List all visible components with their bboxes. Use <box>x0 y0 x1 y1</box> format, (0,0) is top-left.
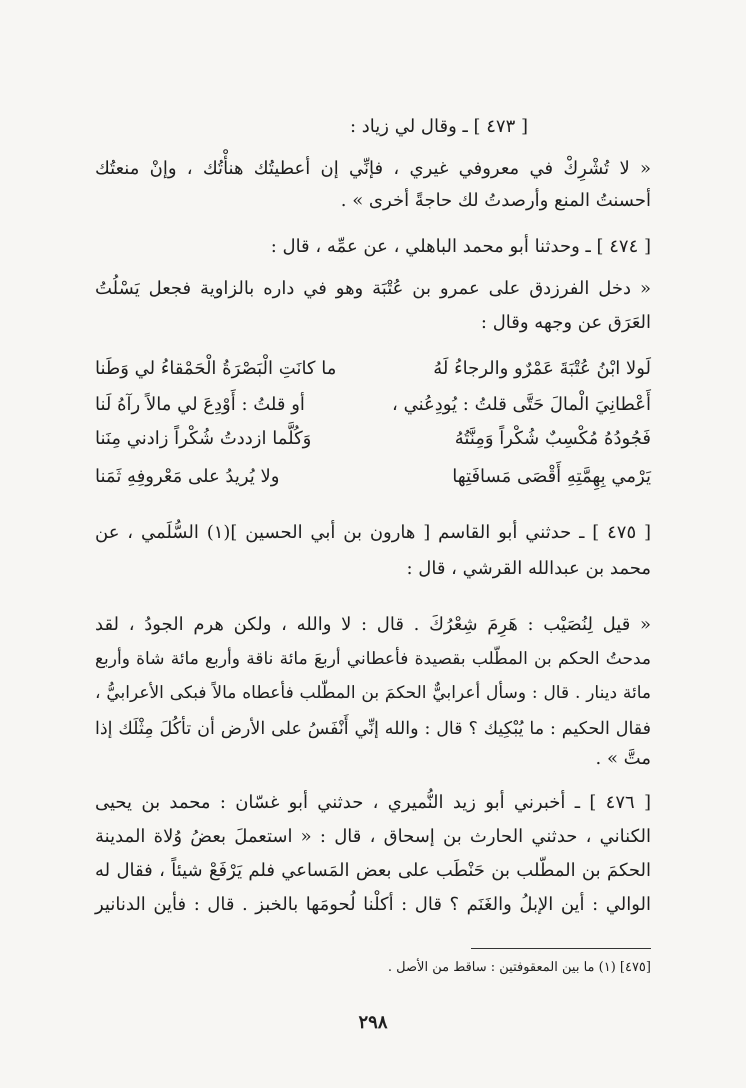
page-number: ٢٩٨ <box>358 1012 388 1033</box>
entry-476-line-1: [ ٤٧٦ ] ـ أخبرني أبو زيد النُّميري ، حدثني أبو غسّان : محمد بن يحيى <box>95 792 652 813</box>
entry-475b-line-1: « قيل لِنُصَيْب : هَرِمَ شِعْرُكَ . قال : لا والله ، ولكن هرم الجودُ ، لقد <box>95 614 651 635</box>
entry-475b-line-3: مائة دينار . قال : وسأل أعرابيٌّ الحكمَ بن المطّلب فأعطاه مالاً فبكى الأعرابيُّ ، <box>95 683 651 703</box>
entry-474-line-1: « دخل الفرزدق على عمرو بن عُتْبَة وهو في داره بالزاوية فجعل يَسْلُتُ <box>95 278 651 299</box>
poem-verse-3-second: وَكُلَّما ازددتُ شُكْراً زادني مِنَنا <box>95 428 312 449</box>
poem-verse-3-first: فَجُودُهُ مُكْسِبٌ شُكْراً وَمِنَّتُهُ <box>454 428 651 449</box>
footnote: [٤٧٥] (١) ما بين المعقوفتين : ساقط من الأصل . <box>387 960 651 975</box>
entry-473-line-1: « لا تُشْرِكْ في معروفي غيري ، فإنِّي إن أعطيتُك هنأْتُك ، وإنْ منعتُك <box>95 158 651 179</box>
entry-475b-line-2: مدحتُ الحكم بن المطّلب بقصيدة فأعطاني أربعَ مائة ناقة وأربع مائة شاة وأربع <box>95 649 651 669</box>
poem-verse-1-second: ما كانَتِ الْبَصْرَةُ الْحَمْقاءُ لي وَطَنا <box>95 358 337 379</box>
entry-473-line-2: أحسنتُ المنع وأرصدتُ لك حاجةً أخرى » . <box>340 190 651 211</box>
entry-476-line-4: الوالي : أين الإبلُ والغَنَم ؟ قال : أكلْنا لُحومَها بالخبز . قال : فأين الدنانير <box>95 894 651 915</box>
entry-475-line-1: [ ٤٧٥ ] ـ حدثني أبو القاسم [ هارون بن أبي الحسين ](١) السُّلَمي ، عن <box>95 522 651 543</box>
poem-verse-2-second: أو قلتُ : أَوْدِعَ لي مالاً رآهُ لَنا <box>95 394 305 415</box>
entry-476-line-3: الحكمَ بن المطّلب بن حَنْطَب على بعض المَساعي فلم يَرْفَعْ شيئاً ، فقال له <box>95 860 651 881</box>
poem-verse-1-first: لَولا ابْنُ عُتْبَةَ عَمْرٌو والرجاءُ لَهُ <box>433 358 651 379</box>
entry-476-line-2: الكناني ، حدثني الحارث بن إسحاق ، قال : « استعملَ بعضُ وُلاة المدينة <box>95 826 651 847</box>
entry-475-line-2: محمد بن عبدالله القرشي ، قال : <box>406 558 651 579</box>
poem-verse-2-first: أَعْطانِيَ الْمالَ حَتَّى قلتُ : يُودِعُني ، <box>392 394 651 415</box>
entry-474-line-2: العَرَق عن وجهه وقال : <box>480 312 651 333</box>
entry-473-heading: [ ٤٧٣ ] ـ وقال لي زياد : <box>349 116 528 137</box>
poem-verse-4-first: يَرْمي بِهِمَّتِهِ أَقْصَى مَسافَتِها <box>452 466 651 487</box>
entry-475b-line-5: متَّ » . <box>595 748 651 769</box>
footnote-separator <box>471 948 651 949</box>
entry-474-heading: [ ٤٧٤ ] ـ وحدثنا أبو محمد الباهلي ، عن عمِّه ، قال : <box>270 236 651 257</box>
poem-verse-4-second: ولا يُريدُ على مَعْروفِهِ ثَمَنا <box>95 466 280 487</box>
entry-475b-line-4: فقال الحكيم : ما يُبْكِيك ؟ قال : والله إنِّي أَنْفَسُ على الأرض أن تأكُلَ مِثْلَك إذا <box>95 719 651 739</box>
